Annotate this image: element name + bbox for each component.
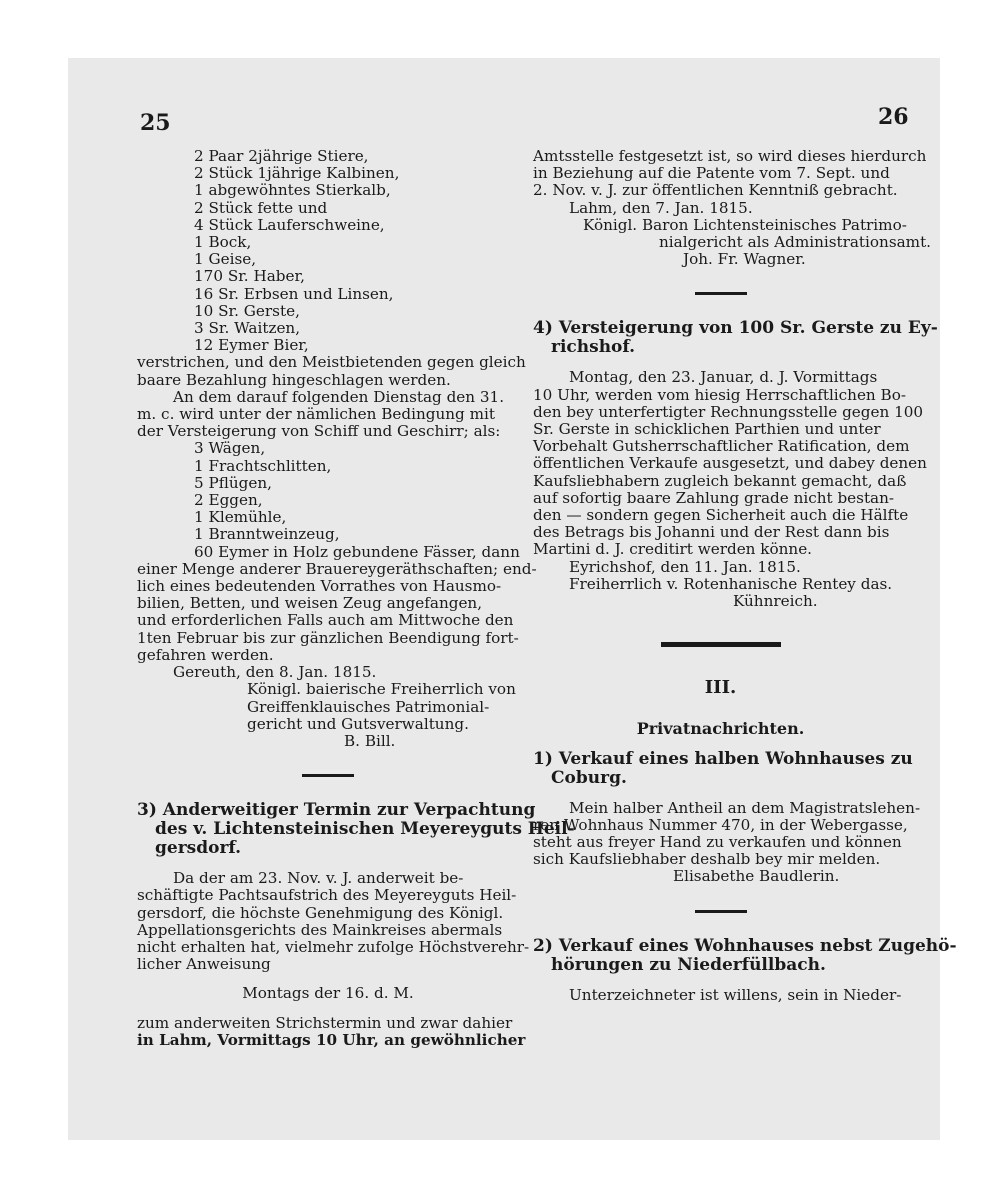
heading-line: gersdorf. xyxy=(155,838,242,859)
text-line: baare Bezahlung hingeschlagen werden. xyxy=(137,370,451,389)
text-line: Montag, den 23. Januar, d. J. Vormittags xyxy=(569,368,878,387)
text-line: schäftigte Pachtsaufstrich des Meyereyguts Heil- xyxy=(137,886,517,905)
signature-line: Greiffenklauisches Patrimonial- xyxy=(247,697,490,716)
text-line: und erforderlichen Falls auch am Mittwoche den xyxy=(137,611,514,630)
sale-1-signature: Elisabethe Baudlerin. xyxy=(673,867,840,886)
list-item: 2 Paar 2jährige Stiere, xyxy=(194,147,369,165)
section-4-signature-name: Kühnreich. xyxy=(733,592,818,611)
text-line: m. c. wird unter der nämlichen Bedingung mit xyxy=(137,405,495,424)
text-line: nicht erhalten hat, vielmehr zufolge Höchstverehr- xyxy=(137,937,530,956)
text-line: Appellationsgerichts des Mainkreises abermals xyxy=(137,920,503,939)
text-line: gefahren werden. xyxy=(137,645,274,664)
list-item: 3 Wägen, xyxy=(194,439,266,458)
text-line: ren Wohnhaus Nummer 470, in der Webergasse, xyxy=(533,815,908,834)
text-line: 10 Uhr, werden vom hiesig Herrschaftlichen Bo- xyxy=(533,385,906,404)
text-line: auf sofortig baare Zahlung grade nicht bestan- xyxy=(533,488,895,507)
private-notices-title: Privatnachrichten. xyxy=(636,719,805,739)
text-line: lich eines bedeutenden Vorrathes von Hausmo- xyxy=(137,577,502,596)
text-line: bilien, Betten, und weisen Zeug angefangen, xyxy=(137,594,483,613)
section-4-body xyxy=(533,368,927,559)
list-item: 2 Stück 1jährige Kalbinen, xyxy=(194,164,400,183)
list-item: 1 Klemühle, xyxy=(194,508,287,527)
left-column xyxy=(137,147,575,1049)
text-line: licher Anweisung xyxy=(137,955,271,974)
text-line: Kaufsliebhabern zugleich bekannt gemacht, daß xyxy=(533,471,907,490)
section-roman-numeral: III. xyxy=(704,677,737,699)
list-item: 4 Stück Lauferschweine, xyxy=(194,215,385,234)
heading-line: Coburg. xyxy=(551,767,627,788)
section-3-date: Montags der 16. d. M. xyxy=(242,984,414,1003)
text-line: 60 Eymer in Holz gebundene Fässer, dann xyxy=(194,542,520,561)
text-line: Vorbehalt Gutsherrschaftlicher Ratification, dem xyxy=(533,437,910,456)
section-3-heading xyxy=(137,800,575,859)
continuation-paragraph xyxy=(533,147,927,217)
list-item: 3 Sr. Waitzen, xyxy=(194,319,301,338)
section-4-heading xyxy=(533,318,938,358)
text-line: der Versteigerung von Schiff und Geschirr; als: xyxy=(137,422,501,441)
text-line: des Betrags bis Johanni und der Rest dann bis xyxy=(533,523,890,542)
text-line: einer Menge anderer Brauereygeräthschaften; end- xyxy=(137,559,537,578)
signature-line: gericht und Gutsverwaltung. xyxy=(247,714,469,733)
list-item: 1 abgewöhntes Stierkalb, xyxy=(194,181,391,200)
heading-line: 1) Verkauf eines halben Wohnhauses zu xyxy=(533,748,913,769)
text-line: Sr. Gerste in schicklichen Parthien und unter xyxy=(533,420,881,439)
sale-2-heading xyxy=(533,935,957,975)
list-item: 2 Stück fette und xyxy=(194,198,328,217)
equipment-list xyxy=(137,440,519,543)
sale-1-body xyxy=(533,798,921,869)
text-line: sich Kaufsliebhaber deshalb bey mir melden. xyxy=(533,850,881,869)
signature-name: B. Bill. xyxy=(344,731,396,750)
heading-line: hörungen zu Niederfüllbach. xyxy=(551,954,826,975)
text-line: den — sondern gegen Sicherheit auch die Hälfte xyxy=(533,506,909,525)
text-line: den bey unterfertigter Rechnungsstelle gegen 100 xyxy=(533,402,924,421)
list-item: 5 Pflügen, xyxy=(194,473,272,492)
list-item: 2 Eggen, xyxy=(194,491,263,510)
sale-1-heading xyxy=(533,748,913,788)
text-line: Da der am 23. Nov. v. J. anderweit be- xyxy=(173,869,464,888)
signature-block xyxy=(137,681,519,750)
list-item: 1 Frachtschlitten, xyxy=(194,456,332,475)
barrels-paragraph xyxy=(137,542,537,664)
livestock-list xyxy=(137,148,519,354)
signature-line: nialgericht als Administrationsamt. xyxy=(659,233,931,252)
right-page-number: 26 xyxy=(878,104,909,130)
heading-line: 3) Anderweitiger Termin zur Verpachtung xyxy=(137,800,536,821)
list-item: 10 Sr. Gerste, xyxy=(194,301,300,320)
sale-2-body: Unterzeichneter ist willens, sein in Nieder- xyxy=(569,985,902,1004)
place-date: Gereuth, den 8. Jan. 1815. xyxy=(173,663,377,682)
text-line: An dem darauf folgenden Dienstag den 31. xyxy=(173,387,505,406)
text-line: Lahm, den 7. Jan. 1815. xyxy=(569,198,753,217)
list-item: 1 Bock, xyxy=(194,233,252,252)
signature-name: Joh. Fr. Wagner. xyxy=(683,250,806,269)
heading-line: 4) Versteigerung von 100 Sr. Gerste zu Ey- xyxy=(533,318,938,339)
signature-line: Königl. Baron Lichtensteinisches Patrimo- xyxy=(583,215,907,234)
list-item: 1 Geise, xyxy=(194,250,257,269)
heading-line: 2) Verkauf eines Wohnhauses nebst Zugehö- xyxy=(533,935,957,956)
text-line: verstrichen, und den Meistbietenden gegen gleich xyxy=(137,353,526,372)
section-3-body xyxy=(137,869,530,974)
text-line: Amtsstelle festgesetzt ist, so wird dieses hierdurch xyxy=(533,147,927,165)
list-item: 170 Sr. Haber, xyxy=(194,267,305,286)
text-line: Martini d. J. creditirt werden könne. xyxy=(533,540,813,559)
left-page-number: 25 xyxy=(140,110,171,136)
text-line: steht aus freyer Hand zu verkaufen und können xyxy=(533,833,902,852)
text-line: in Beziehung auf die Patente vom 7. Sept. und xyxy=(533,164,890,183)
list-item: 1 Branntweinzeug, xyxy=(194,525,340,544)
heading-line: richshof. xyxy=(551,337,636,358)
heading-line: des v. Lichtensteinischen Meyereyguts Heil- xyxy=(155,819,575,840)
list-item: 12 Eymer Bier, xyxy=(194,336,309,355)
text-line: in Lahm, Vormittags 10 Uhr, an gewöhnlicher xyxy=(137,1030,526,1049)
text-line: 2. Nov. v. J. zur öffentlichen Kenntniß gebracht. xyxy=(533,181,898,200)
section-3-tail xyxy=(137,1013,526,1049)
auction-paragraph xyxy=(137,353,526,441)
section-4-place: Eyrichshof, den 11. Jan. 1815. xyxy=(569,557,801,576)
signature-line: Königl. baierische Freiherrlich von xyxy=(247,680,516,699)
continuation-signature xyxy=(533,215,931,269)
text-line: öffentlichen Verkaufe ausgesetzt, und dabey denen xyxy=(533,454,927,473)
text-line: gersdorf, die höchste Genehmigung des Königl. xyxy=(137,903,504,922)
text-line: zum anderweiten Strichstermin und zwar dahier xyxy=(137,1013,513,1032)
text-line: Mein halber Antheil an dem Magistratslehen- xyxy=(569,798,921,817)
text-line: 1ten Februar bis zur gänzlichen Beendigung fort- xyxy=(137,628,519,647)
section-4-signature: Freiherrlich v. Rotenhanische Rentey das. xyxy=(569,574,893,593)
list-item: 16 Sr. Erbsen und Linsen, xyxy=(194,284,394,303)
right-column xyxy=(533,147,957,1004)
